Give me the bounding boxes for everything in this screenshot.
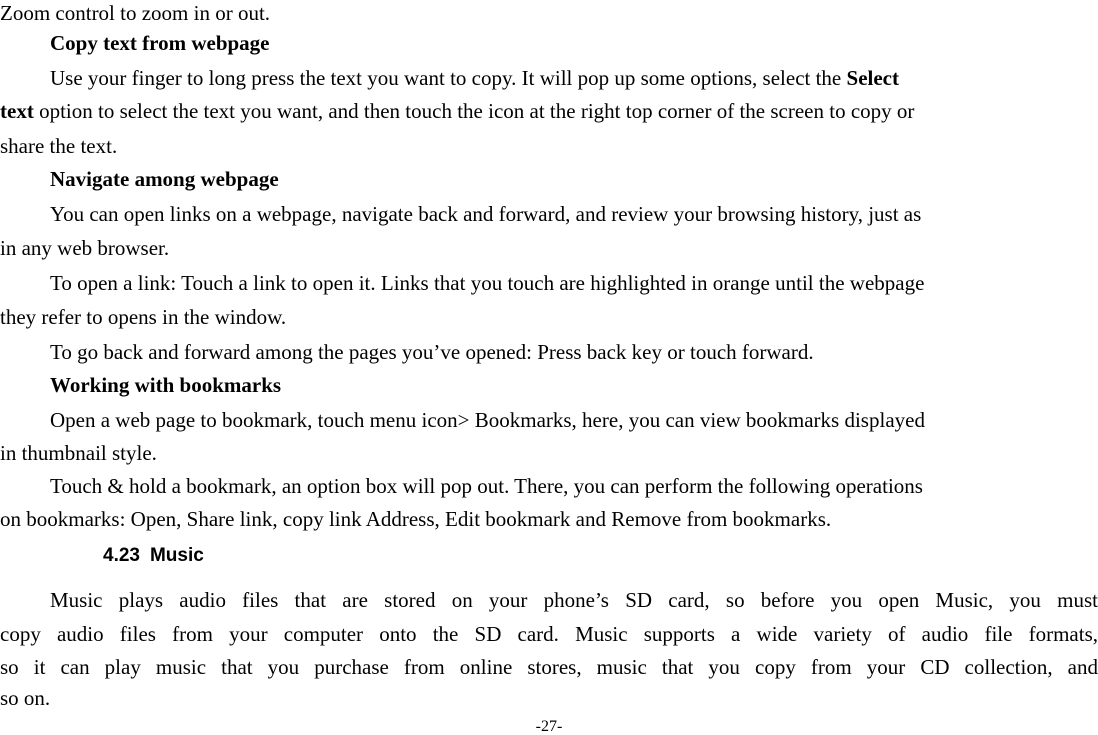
paragraph-bookmarks-line-1: Open a web page to bookmark, touch menu icon> Bookmarks, here, you can view bookmarks displayed: [50, 408, 925, 432]
paragraph-hold-bookmark-line-1: Touch & hold a bookmark, an option box will pop out. There, you can perform the following operations: [50, 474, 923, 498]
paragraph-open-link-line-1: To open a link: Touch a link to open it. Links that you touch are highlighted in orange until the webpage: [50, 271, 925, 295]
page-number: -27-: [535, 718, 563, 735]
heading-navigate: Navigate among webpage: [50, 167, 279, 191]
section-title: Music: [149, 545, 204, 566]
paragraph-copy-text-line-1: [50, 66, 899, 90]
paragraph-navigate-line-2: in any web browser.: [0, 236, 170, 260]
paragraph-navigate-line-1: You can open links on a webpage, navigate back and forward, and review your browsing history, just as: [50, 202, 922, 226]
heading-copy-text: Copy text from webpage: [50, 31, 270, 55]
paragraph-music-line-2: copy audio files from your computer onto the SD card. Music supports a wide variety of audio file formats,: [0, 622, 1098, 646]
paragraph-hold-bookmark-line-2: on bookmarks: Open, Share link, copy link Address, Edit bookmark and Remove from bookmarks.: [0, 507, 832, 531]
paragraph-go-back: To go back and forward among the pages you’ve opened: Press back key or touch forward.: [50, 340, 814, 364]
copy-text-text-keyword: text: [0, 99, 34, 123]
paragraph-bookmarks-line-2: in thumbnail style.: [0, 441, 157, 465]
copy-text-line-2-plain: option to select the text you want, and then touch the icon at the right top corner of the screen to copy or: [33, 99, 915, 123]
heading-bookmarks: Working with bookmarks: [50, 373, 282, 397]
paragraph-copy-text-line-3: share the text.: [0, 134, 118, 158]
paragraph-copy-text-line-2: [0, 99, 914, 123]
section-number: 4.23: [103, 545, 140, 566]
paragraph-music-line-4: so on.: [0, 686, 51, 710]
paragraph-music-line-1: Music plays audio files that are stored on your phone’s SD card, so before you open Music, you must: [50, 588, 1098, 612]
paragraph-zoom-tail: Zoom control to zoom in or out.: [0, 1, 271, 25]
paragraph-music-line-3: so it can play music that you purchase from online stores, music that you copy from your CD collection, and: [0, 655, 1098, 679]
copy-text-line-1-plain: Use your finger to long press the text you want to copy. It will pop up some options, select the: [50, 66, 847, 90]
section-heading-music: [103, 545, 204, 567]
paragraph-open-link-line-2: they refer to opens in the window.: [0, 305, 287, 329]
copy-text-select-keyword: Select: [846, 66, 899, 90]
